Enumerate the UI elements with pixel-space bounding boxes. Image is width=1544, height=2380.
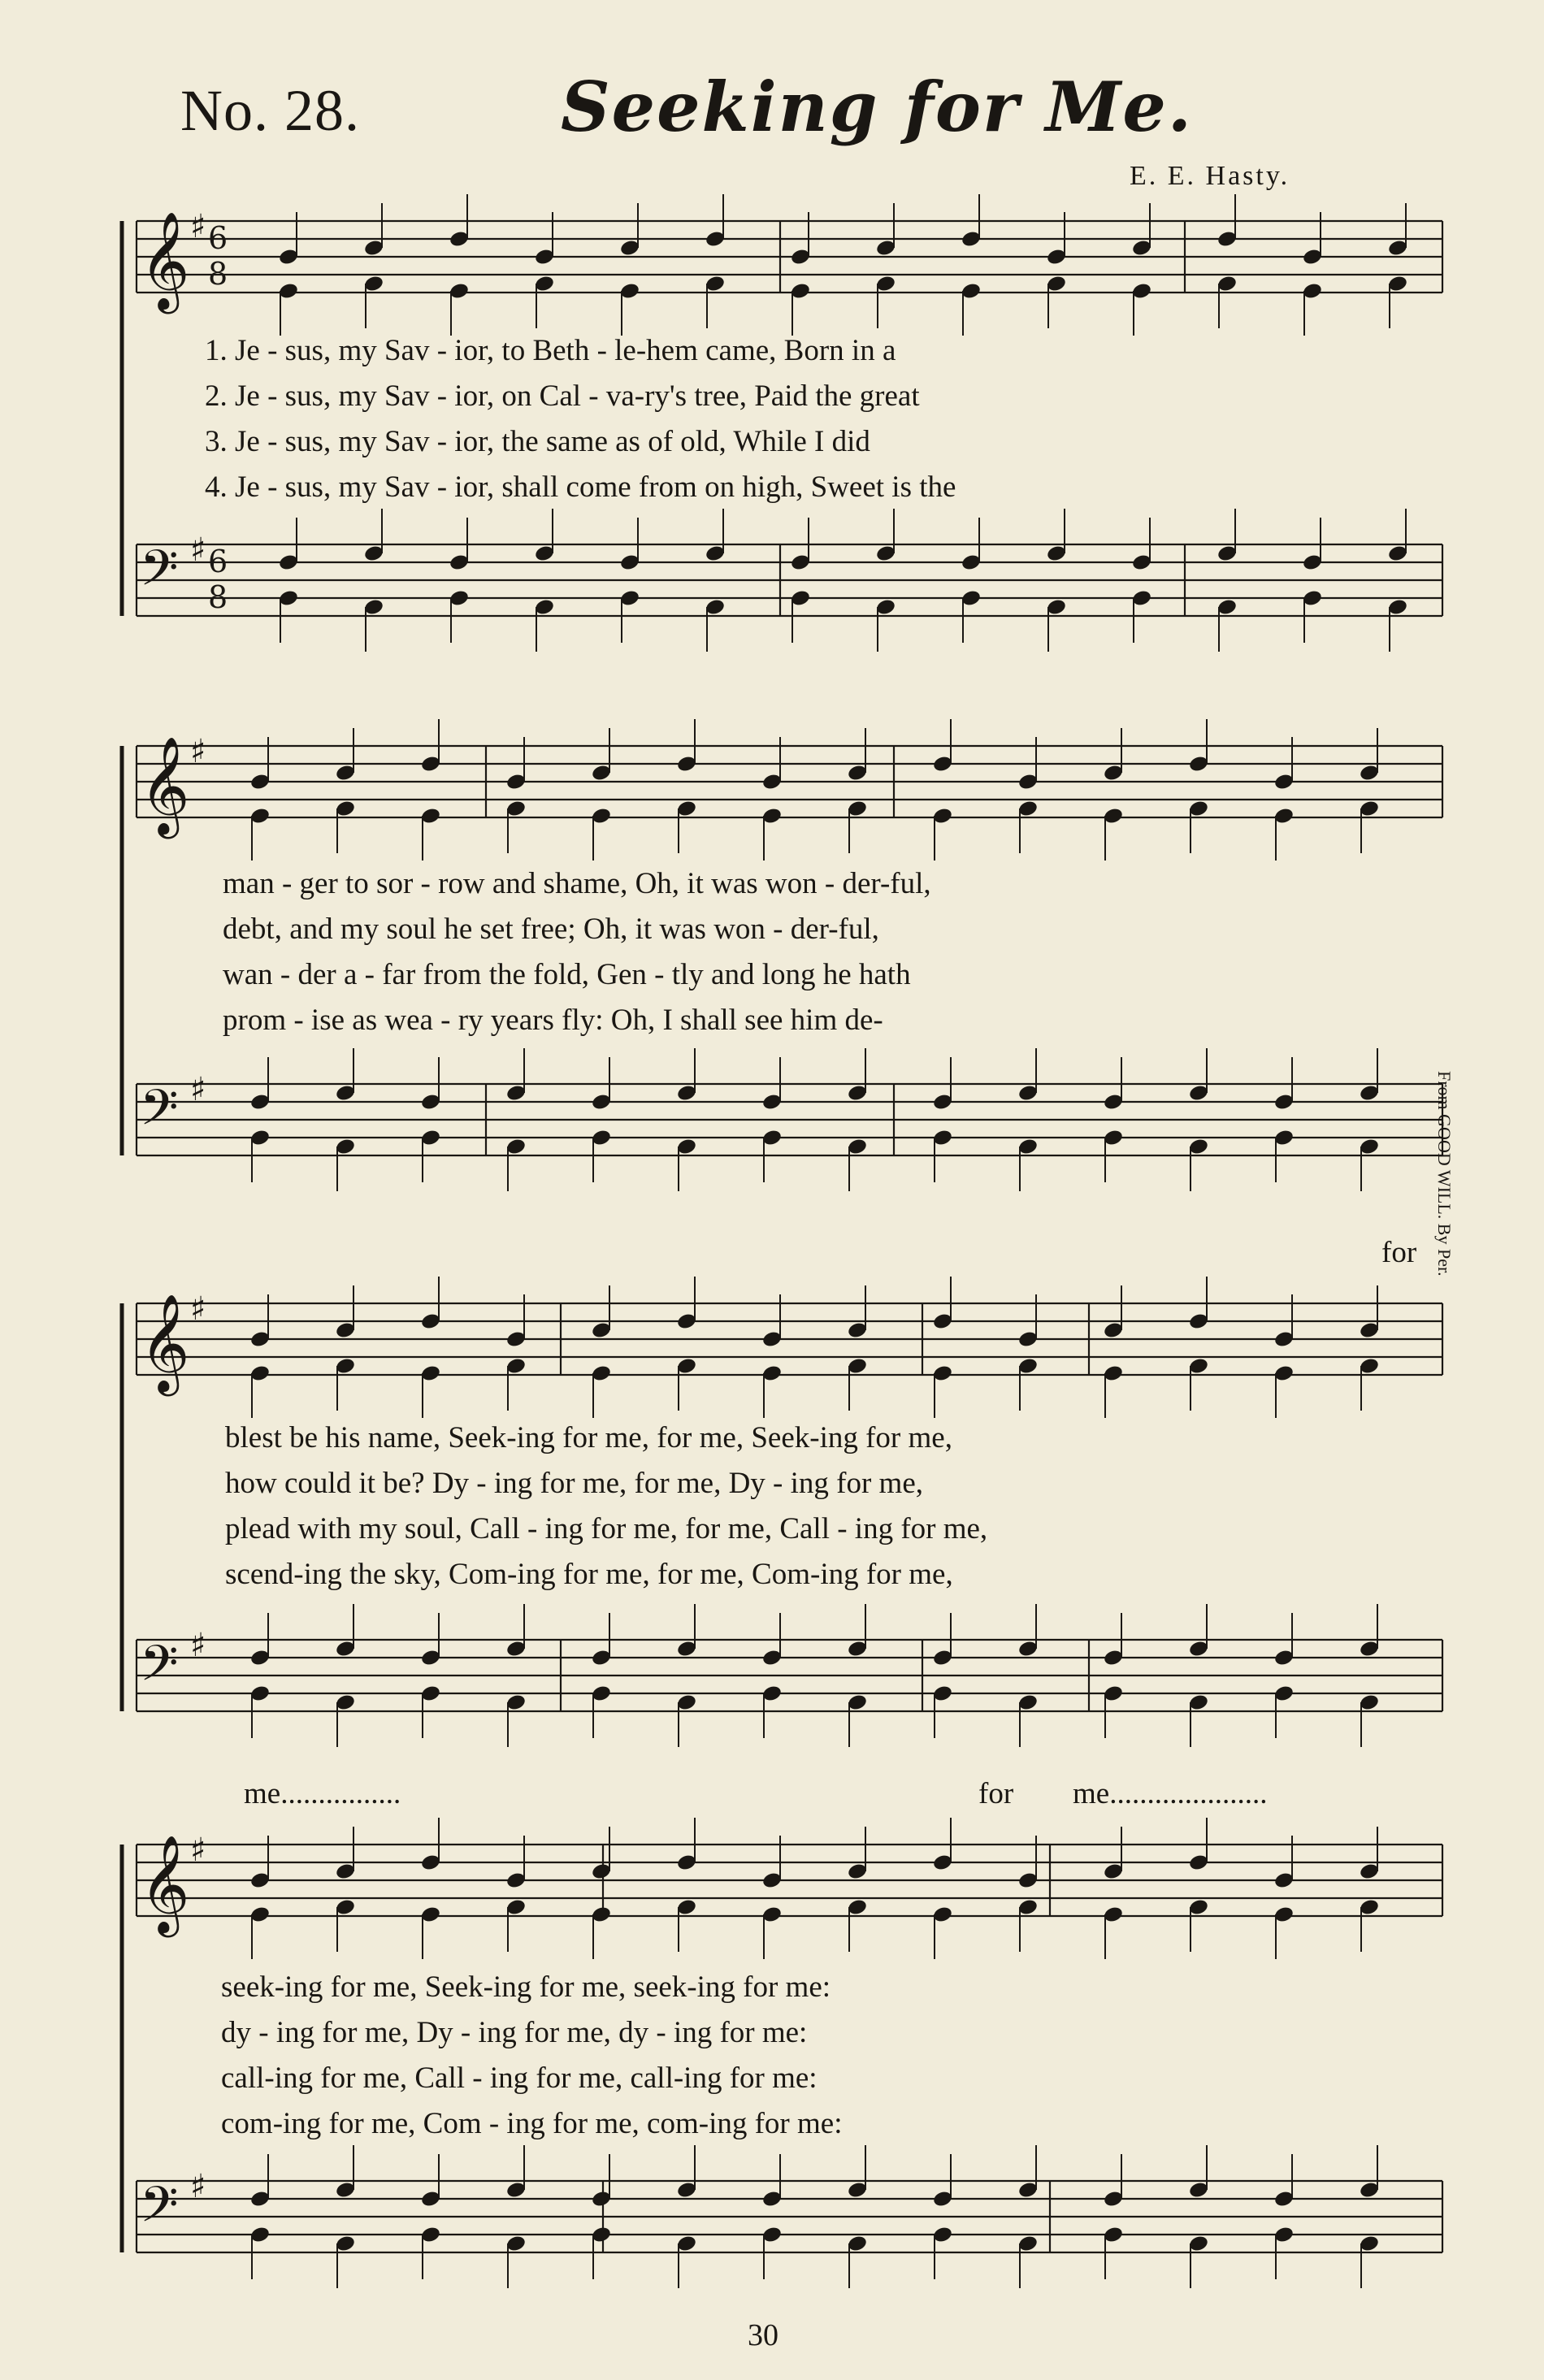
lyric-line-s4-v3: call-ing for me, Call - ing for me, call-ing for me:: [221, 2061, 818, 2095]
side-credit: From GOOD WILL. By Per.: [1434, 1071, 1455, 1277]
lyric-line-s3-v1: blest be his name, Seek-ing for me, for me, Seek-ing for me,: [225, 1421, 952, 1454]
sharp-icon: ♯: [190, 733, 206, 770]
lyric-line-s1-v4: 4. Je - sus, my Sav - ior, shall come from on high, Sweet is the: [205, 470, 956, 504]
hymn-title: Seeking for Me.: [561, 67, 1194, 147]
time-sig-bottom: 8: [208, 256, 228, 292]
lyric-line-s4-v2: dy - ing for me, Dy - ing for me, dy - ing for me:: [221, 2016, 808, 2049]
lyric-line-s3-v3: plead with my soul, Call - ing for me, for me, Call - ing for me,: [225, 1512, 988, 1545]
aux-text-me-1: me................: [244, 1777, 401, 1810]
bass-clef-icon: 𝄢: [140, 1635, 179, 1705]
lyric-line-s3-v4: scend-ing the sky, Com-ing for me, for me, Com-ing for me,: [225, 1558, 953, 1591]
treble-clef-icon: 𝄞: [140, 1834, 190, 1933]
bass-clef-icon: 𝄢: [140, 2176, 179, 2246]
lyric-line-s1-v1: 1. Je - sus, my Sav - ior, to Beth - le-hem came, Born in a: [205, 334, 896, 367]
sharp-icon: ♯: [190, 208, 206, 245]
bass-clef-icon: 𝄢: [140, 1079, 179, 1149]
time-sig-top: 6: [208, 544, 228, 579]
lyric-line-s3-v2: how could it be? Dy - ing for me, for me, Dy - ing for me,: [225, 1467, 924, 1500]
lyric-line-s2-v4: prom - ise as wea - ry years fly: Oh, I shall see him de-: [223, 1004, 883, 1037]
sharp-icon: ♯: [190, 2168, 206, 2205]
lyric-line-s2-v2: debt, and my soul he set free; Oh, it was won - der-ful,: [223, 913, 879, 946]
aux-text-for: for: [1381, 1236, 1417, 1269]
treble-clef-icon: 𝄞: [140, 1293, 190, 1392]
hymn-number: No. 28.: [180, 78, 360, 143]
aux-text-me-2: me.....................: [1073, 1777, 1268, 1810]
sharp-icon: ♯: [190, 1832, 206, 1869]
lyric-line-s4-v4: com-ing for me, Com - ing for me, com-ing for me:: [221, 2107, 843, 2140]
sharp-icon: ♯: [190, 1627, 206, 1664]
sharp-icon: ♯: [190, 1071, 206, 1108]
treble-clef-icon: 𝄞: [140, 210, 190, 310]
lyric-line-s1-v2: 2. Je - sus, my Sav - ior, on Cal - va-ry's tree, Paid the great: [205, 379, 920, 413]
lyric-line-s2-v3: wan - der a - far from the fold, Gen - tly and long he hath: [223, 958, 911, 991]
sharp-icon: ♯: [190, 531, 206, 569]
lyric-line-s1-v3: 3. Je - sus, my Sav - ior, the same as of old, While I did: [205, 425, 870, 458]
sharp-icon: ♯: [190, 1290, 206, 1328]
time-sig-top: 6: [208, 220, 228, 256]
treble-clef-icon: 𝄞: [140, 735, 190, 835]
composer-credit: E. E. Hasty.: [1130, 161, 1290, 191]
bass-clef-icon: 𝄢: [140, 540, 179, 609]
lyric-line-s2-v1: man - ger to sor - row and shame, Oh, it was won - der-ful,: [223, 867, 931, 900]
lyric-line-s4-v1: seek-ing for me, Seek-ing for me, seek-ing for me:: [221, 1970, 831, 2004]
aux-text-for-2: for: [978, 1777, 1014, 1810]
time-sig-bottom: 8: [208, 579, 228, 615]
page-number: 30: [748, 2318, 779, 2352]
